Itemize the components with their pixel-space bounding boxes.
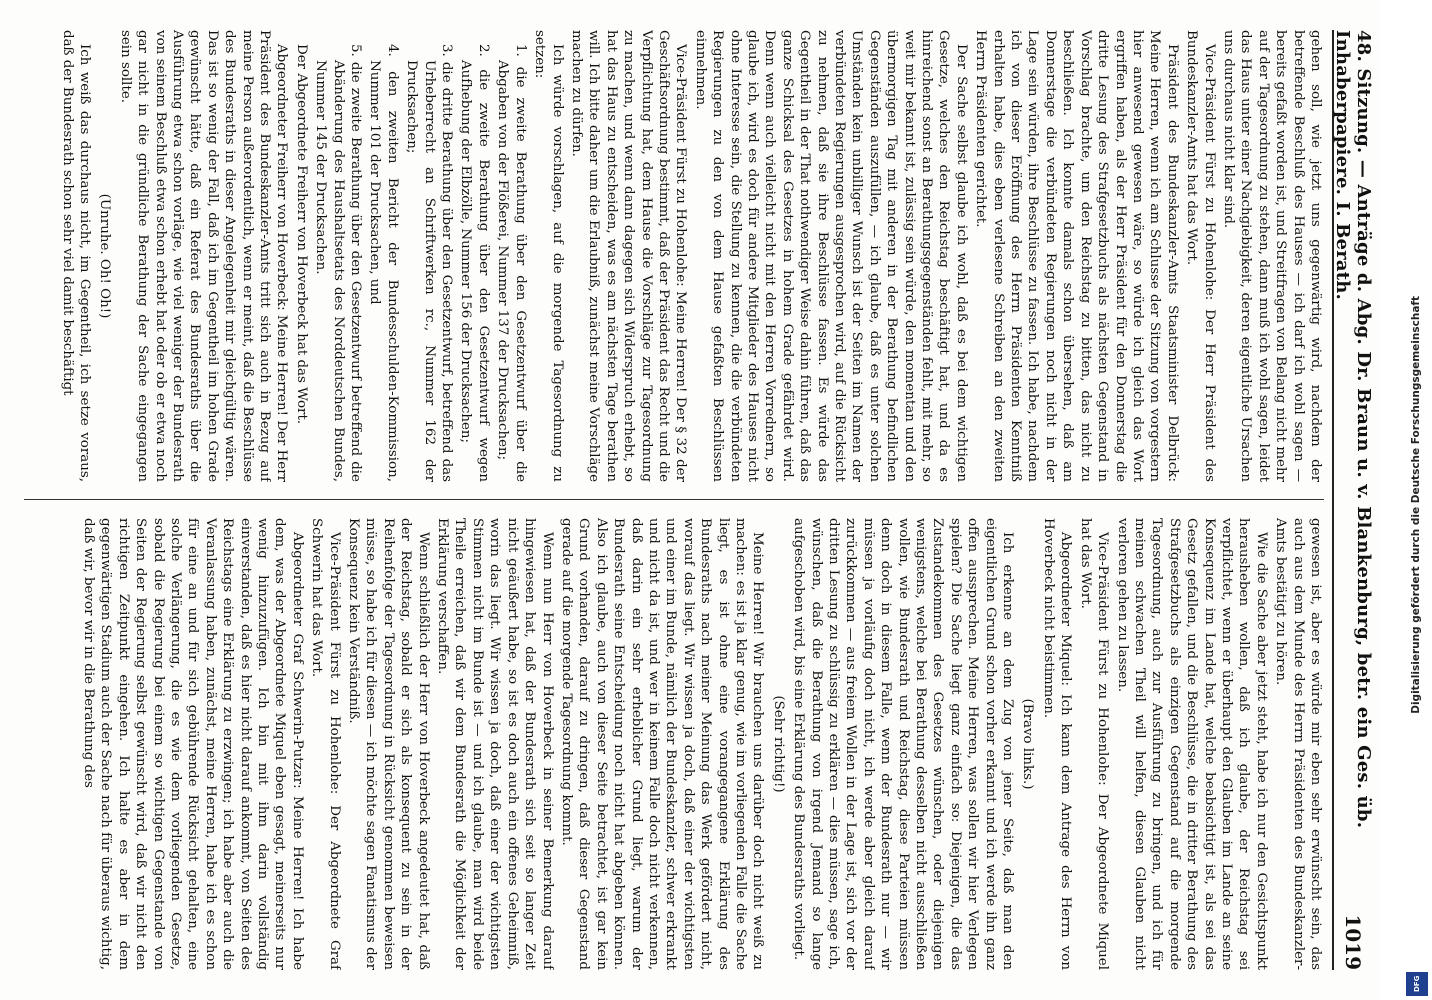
paragraph-l4: Der Sache selbst glaube ich wohl, daß es bei dem wichtigen Gesetze, welches den Reichstag beschäftigt hat, und da es hinreichend sonst an Berathungsgegenständen fehlt, mit mehr, so weit mir bekannt ist, zulässig sein würde, den momentan und den übermorgigen Tag mit anderen in der Berathung befindlichen Gegenständen auszufüllen, — ich glaube, daß es unter solchen Umständen kein unbilliger Wunsch ist der Seiten im Namen der verbündeten Regierungen ausgesprochen wird, auf die Rücksicht zu nehmen, daß sie ihre Beschlüsse fassen. Es würde das Gegentheil in der That nothwendiger Weise dahin führen, daß das ganze Schicksal des Gesetzes in hohem Grade gefährdet wird. Denn wenn auch vielleicht nicht mit den Herren Vorrednern, so glaube ich, wird es doch für andere Mitglieder des Hauses nicht ohne Interesse sein, die Stellung zu kennen, die die verbündeten Regierungen zu den von dem Hause gefaßten Beschlüssen einnehmen. [692,30,969,482]
paragraph-l13: Abgeordneter Freiherr von Hoverbeck: Meine Herren! Der Herr Präsident des Bundeskanzler-Amts tritt sich auch in Bezug auf meine Person außerordentlich, wenn er meint, daß die Beschlüsse des Bundesraths in dieser Angelegenheit mir gleichgültig wären. Das ist so wenig der Fall, daß ich im Gegentheil im hohen Grade gewünscht hätte, daß ein Referat des Bundesraths über die Ausführung etwa schon vorläge, wie viel weniger der Bundesrath von seinem Beschluß etwa schon erhebt hat oder ob er etwa noch gar nicht in die gründliche Berathung der Sache eingegangen sein sollte. [117,30,290,482]
page-number: 1019 [1341,914,1365,970]
paragraph-l5: Vice-Präsident Fürst zu Hohenlohe: Meine Herren! Der § 32 der Geschäftsordnung bestimmt, daß der Präsident das Recht und die Verpflichtung hat, dem Hause die Vorschläge zur Tagesordnung zu machen, und wenn dann dagegen sich Widerspruch erhebt, so hat das Haus zu entscheiden, was es am nächsten Tage berathen will. Ich bitte daher um die Erlaubniß, zunächst meine Vorschläge machen zu dürfen. [568,30,689,482]
paragraph-l8: 2. die zweite Berathung über den Gesetzentwurf wegen Aufhebung der Elbzölle, Nummer 156 der Drucksachen; [458,44,491,482]
paragraph-r4: Abgeordneter Miquel: Ich kann dem Antrage des Herrn von Hoverbeck nicht beistimmen. [1040,518,1074,970]
column-divider [24,499,1324,500]
paragraph-l10: 4. den zweiten Bericht der Bundesschulden-Kommission, Nummer 101 der Drucksachen, und [367,44,400,482]
credit-text: Digitalisierung gefördert durch die Deutsche Forschungsgemeinschaft [1410,296,1422,714]
paragraph-r3: Vice-Präsident Fürst zu Hohenlohe: Der Abgeordnete Miquel hat das Wort. [1077,518,1111,970]
paragraph-r8: Meine Herren! Wir brauchen uns darüber doch nicht weiß zu machen: es ist ja klar genug, wie im vorliegenden Falle die Sache liegt, es ist ohne eine vorangegangene Erklärung des Bundesraths nach meiner Meinung das Werk gefördert nicht, worauf das liegt. Wir wissen ja doch, daß einer der wichtigsten und einer im Bunde, nämlich der Bundeskanzler, schwer erkrankt und nicht da ist, und wer in keinem Falle doch nicht verkennen, daß darin ein sehr erheblicher Grund liegt, warum der Bundesrath seine Entscheidung noch nicht hat abgeben können. Also ich glaube, auch von dieser Seite betrachtet, ist gar kein Grund vorhanden, darauf zu dringen, daß dieser Gegenstand gerade auf die morgende Tagesordnung kommt. [558,518,766,970]
left-text-column [24,30,1324,482]
dfg-logo-icon: DFG [1406,972,1428,996]
paragraph-l14: (Unruhe. Oh! Oh!) [97,193,113,319]
paragraph-l2: Vice-Präsident Fürst zu Hohenlohe: Der Herr Präsident des Bundeskanzler-Amts hat das Wort. [1184,30,1217,482]
paragraph-l1: gehen soll, wie jetzt uns gegenwärtig wird, nachdem der betreffende Beschluß des Hauses — ich darf ich wohl sagen — bereits gefaßt worden ist, und Streitfragen von Belang nicht mehr auf der Tagesordnung zu stehen, dann muß ich wohl sagen, leidet das Haus unter einer Nachgiebigkeit, deren eigentliche Ursachen uns durchaus nicht klar sind. [1220,30,1323,482]
paragraph-l3: Präsident des Bundeskanzler-Amts Staatsminister Delbrück: Meine Herren, wenn ich am Schlusse der Sitzung von vorgestern hier anwesend gewesen wäre, so würde ich gleich das Wort ergriffen haben, als der Herr Präsident für den Donnerstag die dritte Lesung des Strafgesetzbuchs als nächsten Gegenstand in Vorschlag brachte, um den Reichstag zu bitten, das nicht zu beschließen. Ich konnte damals schon übersehen, daß am Donnerstage die verbündeten Regierungen noch nicht in der Lage sein würden, ihre Beschlüsse zu fassen. Ich habe, nachdem ich von dieser Eröffnung des Herrn Präsidenten Kenntniß erhalten habe, dies eben verlesene Schreiben an den zweiten Herrn Präsidenten gerichtet. [973,30,1180,482]
paragraph-l11: 5. die zweite Berathung über den Gesetzentwurf betreffend die Abänderung des Haushaltsetats des Norddeutschen Bundes, Nummer 145 der Drucksachen. [313,44,364,482]
paragraph-l15: Ich weiß das durchaus nicht, im Gegentheil, ich setze voraus, daß der Bundesrath schon sehr viel damit beschäftigt [59,30,92,482]
right-text-column [24,518,1324,970]
header-title: 48. Sitzung. — Anträge d. Abg. Dr. Braun u. v. Blankenburg, betr. ein Ges. üb. Inhaberpapiere. I. Berath. [1332,30,1374,829]
paragraph-r11: Vice-Präsident Fürst zu Hohenlohe: Der Abgeordnete Graf Schwerin hat das Wort. [309,518,342,970]
paragraph-r5: (Bravo links.) [1020,698,1036,790]
page-header [1332,30,1372,970]
paragraph-r2: Wie die Sache aber jetzt steht, habe ich nur den Gesichtspunkt herausheben wollen, daß ich glaube, der Reichstag sei verpflichtet, wenn er überhaupt den Glauben im Lande an seine Konsequenz im Lande hat, welche beabsichtigt ist, als sei das Gesetz gefallen, und die Beschlüsse, die in dritter Berathung des Strafgesetzbuchs als einzigen Gegenstand auf die morgende Tagesordnung, auch zur Ausführung zu bringen, und ich für meinen schwachen Theil will helfen, diesen Glauben nicht verloren gehen zu lassen. [1114,518,1269,970]
paragraph-l9: 3. die dritte Berathung über den Gesetzentwurf, betreffend das Urheberrecht an Schriftwerken rc., Nummer 162 der Drucksachen; [404,44,455,482]
digitization-credit [1404,40,1428,970]
paragraph-l12: Der Abgeordnete Freiherr von Hoverbeck hat das Wort. [293,44,309,425]
paragraph-r7: (Sehr richtig!) [770,695,786,793]
paragraph-r1: gewesen ist, aber es würde mir eben sehr erwünscht sein, das auch aus dem Munde des Herrn Präsidenten des Bundeskanzler-Amts bestätigt zu hören. [1273,518,1323,970]
paragraph-l6: Ich würde vorschlagen, auf die morgende Tagesordnung zu setzen: [532,30,565,482]
paragraph-r6: Ich erkenne an dem Zug von jener Seite, daß man den eigentlichen Grund schon vorher erkannt und ich werde ihn ganz offen aussprechen. Meine Herren, was sollen wir hier Verlegen spielen? Die Sache liegt ganz einfach so: Diejenigen, die das Zustandekommen des Gesetzes wünschen, oder diejenigen wenigstens, welche bei Berathung desselben nicht ausschließen wollen, wie Bundesrath und Reichstag, diese Parteien müssen denn doch in diesem Falle, wenn der Bundesrath nur — wir müssen ja vorläufig doch nicht, ich werde aber gleich darauf zurückkommen — aus freiem Wollen in der Lage ist, sich vor der dritten Lesung zu schlüssig zu erklären — dies müssen, sage ich, wünschen, daß die Berathung von irgend Jemand so lange aufgeschoben wird, bis eine Erklärung des Bundesraths vorliegt. [791,518,1016,970]
paragraph-r10: Wenn schließlich der Herr von Hoverbeck angedeutet hat, daß der Reichstag, sobald er sich als konsequent zu sein in der Reihenfolge der Tagesordnung in Rücksicht genommen beweisen müsse, so habe ich für diesen — ich möchte sagen Fanatismus der Konsequenz kein Verständniß. [346,518,431,970]
paragraph-r9: Wenn nun Herr von Hoverbeck in seiner Bemerkung darauf hingewiesen hat, daß der Bundesrath sich seit so langer Zeit nicht geäußert habe, so ist es doch auch ein offenes Geheimniß, worin das liegt. Wir wissen ja doch, daß einer der wichtigsten Stimmen nicht im Bunde ist — und ich glaube, man wird beide Theile erreichen, daß wir dem Bundesrath die Möglichkeit der Erklärung verschaffen. [435,518,555,970]
paragraph-r12: Abgeordneter Graf Schwerin-Putzar: Meine Herren! Ich habe dem, was der Abgeordnete Miquel eben gesagt, meinerseits nur wenig hinzuzufügen. Ich bin mit ihm darin vollständig einverstanden, daß es hier nicht darauf ankommt, von Seiten des Reichstags eine Erklärung zu erzwingen; ich habe aber auch die Veranlassung haben, zunächst, meine Herren, habe ich es schon für eine an und für sich gebührende Rücksicht gehalten, eine solche Verlängerung, die es wie dem vorliegenden Gesetze, sobald die Regierung bei einem so wichtigen Gegenstande von Seiten der Regierung selbst gewünscht wird, daß wir nicht den richtigen Zeitpunkt eingehen. Ich halte es aber in dem gegenwärtigen Stadium auch der Sache nach für überaus wichtig, daß wir, bevor wir in die Berathung des [80,518,305,970]
paragraph-l7: 1. die zweite Berathung über den Gesetzentwurf über die Abgaben von der Flößerei, Nummer 137 der Drucksachen; [495,44,528,482]
